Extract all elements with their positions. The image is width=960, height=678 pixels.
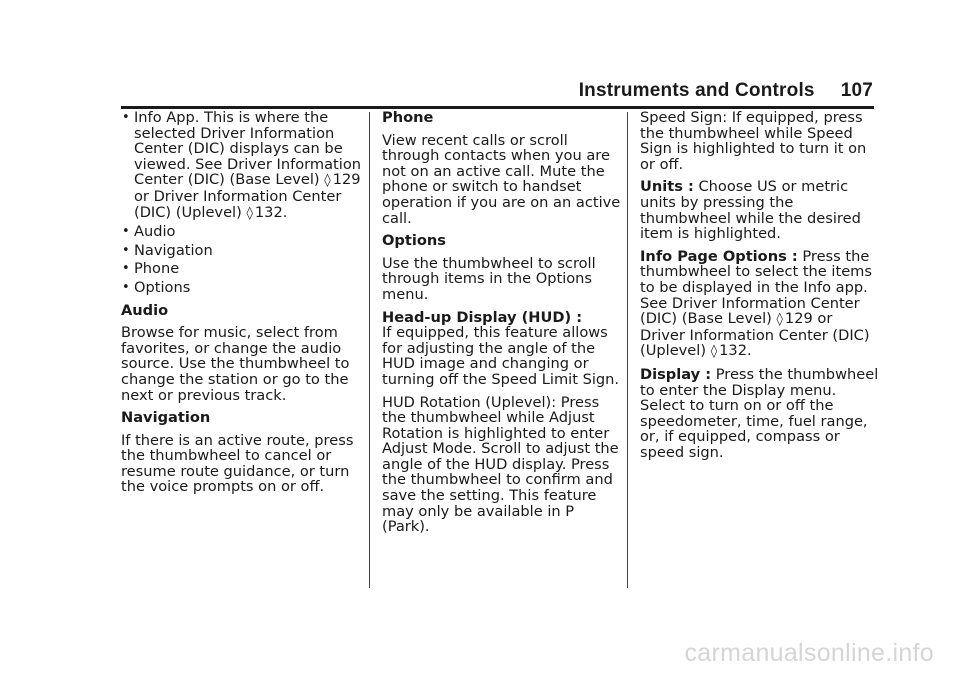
page-number: 107 bbox=[840, 80, 873, 101]
speed-sign-text: Speed Sign: If equipped, press the thumbwheel while Speed Sign is highlighted to turn it on or off. bbox=[640, 109, 867, 173]
hud-text: If equipped, this feature allows for adjusting the angle of the HUD image and changing or turning off the Speed Limit Sign. bbox=[382, 324, 620, 388]
units-heading: Units : bbox=[640, 178, 694, 196]
cross-reference-link[interactable]: 129 or Driver Information Center (DIC) (Uplevel) bbox=[640, 310, 870, 360]
watermark: carmanualsonline.info bbox=[684, 639, 934, 667]
navigation-heading: Navigation bbox=[121, 409, 211, 427]
units-paragraph bbox=[640, 179, 880, 241]
bullet-icon: • bbox=[122, 110, 130, 125]
options-text: Use the thumbwheel to scroll through items in the Options menu. bbox=[382, 254, 596, 303]
units-text: Choose US or metric units by pressing the thumbwheel while the desired item is highlighted. bbox=[640, 178, 861, 243]
phone-text: View recent calls or scroll through contacts when you are not on an active call. Mute the phone or switch to handset operation if you are on an active call. bbox=[382, 131, 621, 227]
cross-reference-link[interactable]: 132. bbox=[719, 342, 752, 360]
menu-bullet-list bbox=[121, 110, 361, 296]
display-text: Press the thumbwheel to enter the Display menu. Select to turn on or off the speedometer, time, fuel range, or, if equipped, compass or speed sign. bbox=[640, 365, 879, 461]
hud-rotation-text: HUD Rotation (Uplevel): Press the thumbwheel while Adjust Rotation is highlighted to enter Adjust Mode. Scroll to adjust the angle of the HUD display. Press the thumbwheel to confirm and save the setting. This feature may only be available in P (Park). bbox=[382, 393, 619, 536]
cross-reference-link[interactable]: 132. bbox=[254, 203, 288, 221]
column-divider-1 bbox=[369, 112, 370, 588]
bullet-icon: • bbox=[122, 279, 130, 295]
column-1 bbox=[121, 110, 361, 502]
column-3 bbox=[640, 110, 880, 467]
bullet-icon: • bbox=[122, 242, 130, 258]
audio-text: Browse for music, select from favorites, or change the audio source. Use the thumbwheel to change the station or go to the next or previous track. bbox=[121, 324, 350, 404]
list-item: • Phone bbox=[122, 260, 180, 278]
list-item: • Info App. This is where the selected Driver Information Center (DIC) displays can be viewed. See Driver Information Center (DIC) (Base Level) ◊ 129 or Driver Information Center (DIC) (Uplevel) ◊ 132. bbox=[122, 109, 362, 221]
column-divider-2 bbox=[627, 112, 628, 588]
cross-reference-icon: ◊ bbox=[324, 173, 331, 189]
display-paragraph bbox=[640, 367, 880, 461]
list-item: • Navigation bbox=[122, 241, 213, 259]
info-page-text: Press the thumbwheel to select the items to be displayed in the Info app. See Driver Information Center (DIC) (Base Level) bbox=[640, 247, 872, 328]
phone-heading: Phone bbox=[382, 109, 434, 126]
cross-reference-icon: ◊ bbox=[246, 205, 253, 221]
list-item: • Options bbox=[122, 278, 191, 296]
section-title: Instruments and Controls bbox=[578, 80, 815, 101]
bullet-icon: • bbox=[122, 224, 130, 240]
list-item: • Audio bbox=[122, 223, 176, 241]
options-heading: Options bbox=[382, 232, 446, 250]
cross-reference-icon: ◊ bbox=[710, 344, 718, 360]
info-page-paragraph bbox=[640, 249, 880, 360]
bullet-icon: • bbox=[122, 261, 130, 277]
audio-heading: Audio bbox=[121, 301, 169, 319]
hud-heading: Head-up Display (HUD) : bbox=[382, 308, 583, 326]
column-2 bbox=[382, 110, 622, 542]
navigation-text: If there is an active route, press the thumbwheel to cancel or resume route guidance, or turn the voice prompts on or off. bbox=[121, 431, 354, 496]
info-page-heading: Info Page Options : bbox=[640, 247, 798, 265]
cross-reference-link[interactable]: 129 or Driver Information Center (DIC) (Uplevel) bbox=[134, 171, 361, 221]
cross-reference-icon: ◊ bbox=[776, 312, 783, 328]
display-heading: Display : bbox=[640, 365, 712, 383]
page-header bbox=[579, 80, 873, 102]
